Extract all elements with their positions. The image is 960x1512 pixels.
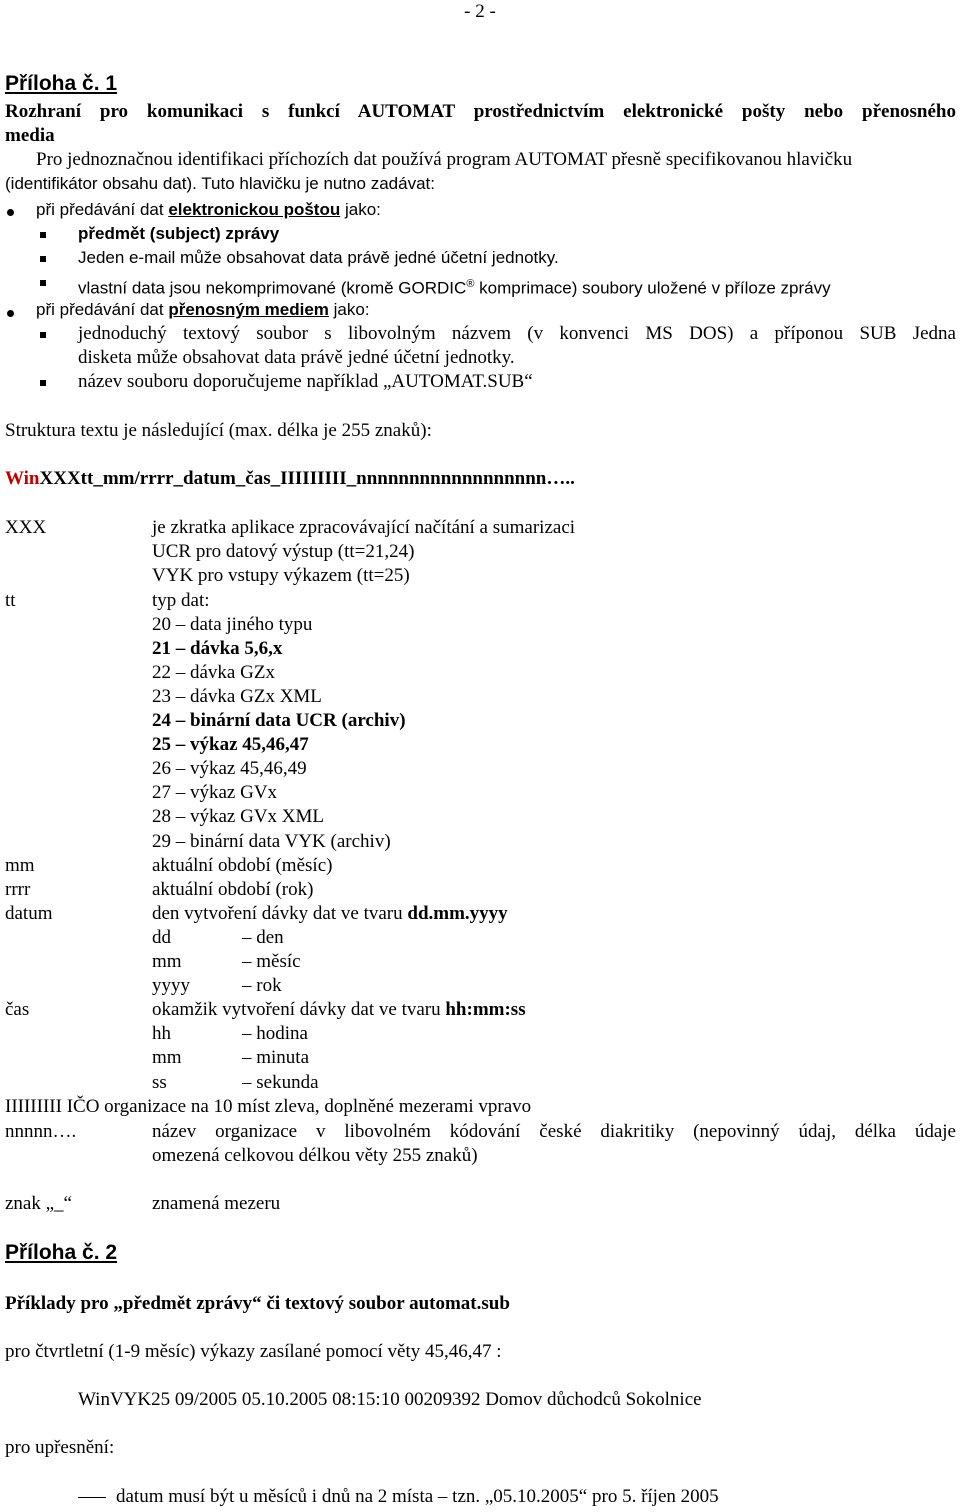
tt-item: 27 – výkaz GVx bbox=[152, 782, 278, 803]
xxx-desc-line1: je zkratka aplikace zpracovávající načítání a sumarizaci bbox=[152, 517, 576, 538]
square-bullet bbox=[40, 332, 46, 338]
datum-desc-text: den vytvoření dávky dat ve tvaru bbox=[152, 903, 408, 924]
bullet-dot bbox=[7, 310, 14, 317]
term-tt: tt bbox=[5, 590, 16, 611]
tt-item: 29 – binární data VYK (archiv) bbox=[152, 831, 391, 852]
email-sub3b: komprimace) soubory uložené v příloze zprávy bbox=[474, 278, 831, 298]
cas-part-key: mm bbox=[152, 1047, 182, 1068]
tt-item: 26 – výkaz 45,46,49 bbox=[152, 758, 307, 779]
cas-desc-text: okamžik vytvoření dávky dat ve tvaru bbox=[152, 999, 446, 1020]
annex-2-subtitle: Příklady pro „předmět zprávy“ či textový soubor automat.sub bbox=[5, 1293, 510, 1314]
datum-part-value: – rok bbox=[242, 975, 282, 996]
example-subject: WinVYK25 09/2005 05.10.2005 08:15:10 00209392 Domov důchodců Sokolnice bbox=[78, 1389, 702, 1410]
registered-mark: ® bbox=[466, 278, 475, 290]
tt-item: 21 – dávka 5,6,x bbox=[152, 638, 283, 659]
xxx-desc-line3: VYK pro vstupy výkazem (tt=25) bbox=[152, 565, 410, 586]
intro-line1: Pro jednoznačnou identifikaci příchozích dat používá program AUTOMAT přesně specifikovanou hlavičku bbox=[36, 149, 853, 170]
tt-desc: typ dat: bbox=[152, 590, 210, 611]
tt-item: 24 – binární data UCR (archiv) bbox=[152, 710, 406, 731]
media-bullet-prefix: při předávání dat bbox=[36, 300, 169, 319]
datum-part-value: – měsíc bbox=[242, 951, 301, 972]
tt-item: 25 – výkaz 45,46,47 bbox=[152, 734, 309, 755]
format-string bbox=[5, 467, 575, 491]
square-bullet bbox=[40, 280, 46, 286]
email-sub1: předmět (subject) zprávy bbox=[78, 224, 280, 243]
email-sub3 bbox=[78, 272, 831, 301]
term-nnnnn: nnnnn…. bbox=[5, 1121, 77, 1142]
bullet-dot bbox=[7, 209, 14, 216]
media-sub2: název souboru doporučujeme například „AUTOMAT.SUB“ bbox=[78, 371, 533, 392]
mm-desc: aktuální období (měsíc) bbox=[152, 855, 333, 876]
annex-2-heading: Příloha č. 2 bbox=[5, 1241, 118, 1264]
tt-item: 23 – dávka GZx XML bbox=[152, 686, 322, 707]
cas-part-key: hh bbox=[152, 1023, 171, 1044]
intro-line2 bbox=[5, 172, 435, 196]
format-rest: XXXtt_mm/rrrr_datum_čas_IIIIIIIII_nnnnnnnnnnnnnnnnnn….. bbox=[39, 468, 575, 489]
email-bullet-suffix: jako: bbox=[340, 200, 381, 219]
datum-part-key: mm bbox=[152, 951, 182, 972]
intro-line2a: (identifikátor obsahu dat). bbox=[5, 174, 197, 193]
datum-part-value: – den bbox=[242, 927, 284, 948]
tt-item: 20 – data jiného typu bbox=[152, 614, 313, 635]
format-prefix: Win bbox=[5, 468, 40, 489]
datum-desc bbox=[152, 902, 508, 926]
page-number: - 2 - bbox=[464, 1, 496, 22]
term-rrrr: rrrr bbox=[5, 879, 31, 900]
annex-1-title-line1: Rozhraní pro komunikaci s funkcí AUTOMAT prostřednictvím elektronické pošty nebo přenosného bbox=[5, 101, 956, 122]
term-xxx: XXX bbox=[5, 517, 47, 538]
dash-bullet bbox=[78, 1497, 106, 1498]
datum-part-key: dd bbox=[152, 927, 171, 948]
annex-1-heading: Příloha č. 1 bbox=[5, 72, 118, 95]
datum-part-key: yyyy bbox=[152, 975, 190, 996]
nnnnn-desc-line1: název organizace v libovolném kódování české diakritiky (nepovinný údaj, délka údaje bbox=[152, 1121, 956, 1142]
media-sub1-line1: jednoduchý textový soubor s libovolným názvem (v konvenci MS DOS) a příponou SUB Jedna bbox=[78, 323, 956, 344]
cas-part-value: – hodina bbox=[242, 1023, 308, 1044]
media-sub1-line2: disketa může obsahovat data právě jedné účetní jednotky. bbox=[78, 347, 515, 368]
datum-format: dd.mm.yyyy bbox=[407, 903, 508, 924]
media-bullet bbox=[36, 298, 370, 322]
date-note: datum musí být u měsíců i dnů na 2 místa – tzn. „05.10.2005“ pro 5. říjen 2005 bbox=[116, 1486, 719, 1507]
term-datum: datum bbox=[5, 903, 53, 924]
cas-part-key: ss bbox=[152, 1072, 167, 1093]
tt-item: 22 – dávka GZx bbox=[152, 662, 275, 683]
intro-line2b: Tuto hlavičku je nutno zadávat: bbox=[196, 174, 435, 193]
xxx-desc-line2: UCR pro datový výstup (tt=21,24) bbox=[152, 541, 415, 562]
rrrr-desc: aktuální období (rok) bbox=[152, 879, 314, 900]
structure-label: Struktura textu je následující (max. délka je 255 znaků): bbox=[5, 420, 432, 441]
nnnnn-desc-line2: omezená celkovou délkou věty 255 znaků) bbox=[152, 1145, 478, 1166]
ico-line: IIIIIIIII IČO organizace na 10 míst zleva, doplněné mezerami vpravo bbox=[5, 1096, 532, 1117]
clarify-label: pro upřesnění: bbox=[5, 1437, 115, 1458]
media-bullet-suffix: jako: bbox=[328, 300, 370, 319]
quarterly-label: pro čtvrtletní (1-9 měsíc) výkazy zasílané pomocí věty 45,46,47 : bbox=[5, 1341, 502, 1362]
annex-1-title-line2: media bbox=[5, 125, 55, 146]
square-bullet bbox=[40, 380, 46, 386]
cas-part-value: – minuta bbox=[242, 1047, 310, 1068]
term-cas: čas bbox=[5, 999, 30, 1020]
term-znak: znak „_“ bbox=[5, 1193, 72, 1214]
tt-item: 28 – výkaz GVx XML bbox=[152, 806, 325, 827]
znak-desc: znamená mezeru bbox=[152, 1193, 281, 1214]
square-bullet bbox=[40, 256, 46, 262]
email-bullet bbox=[36, 198, 381, 222]
term-mm: mm bbox=[5, 855, 35, 876]
email-bullet-link: elektronickou poštou bbox=[168, 200, 341, 219]
email-sub2: Jeden e-mail může obsahovat data právě jedné účetní jednotky. bbox=[78, 248, 559, 267]
square-bullet bbox=[40, 232, 46, 238]
cas-desc bbox=[152, 998, 526, 1022]
media-bullet-link: přenosným mediem bbox=[168, 300, 329, 319]
cas-part-value: – sekunda bbox=[242, 1072, 319, 1093]
cas-format: hh:mm:ss bbox=[445, 999, 526, 1020]
email-sub3a: vlastní data jsou nekomprimované (kromě GORDIC bbox=[78, 278, 467, 298]
email-bullet-prefix: při předávání dat bbox=[36, 200, 169, 219]
